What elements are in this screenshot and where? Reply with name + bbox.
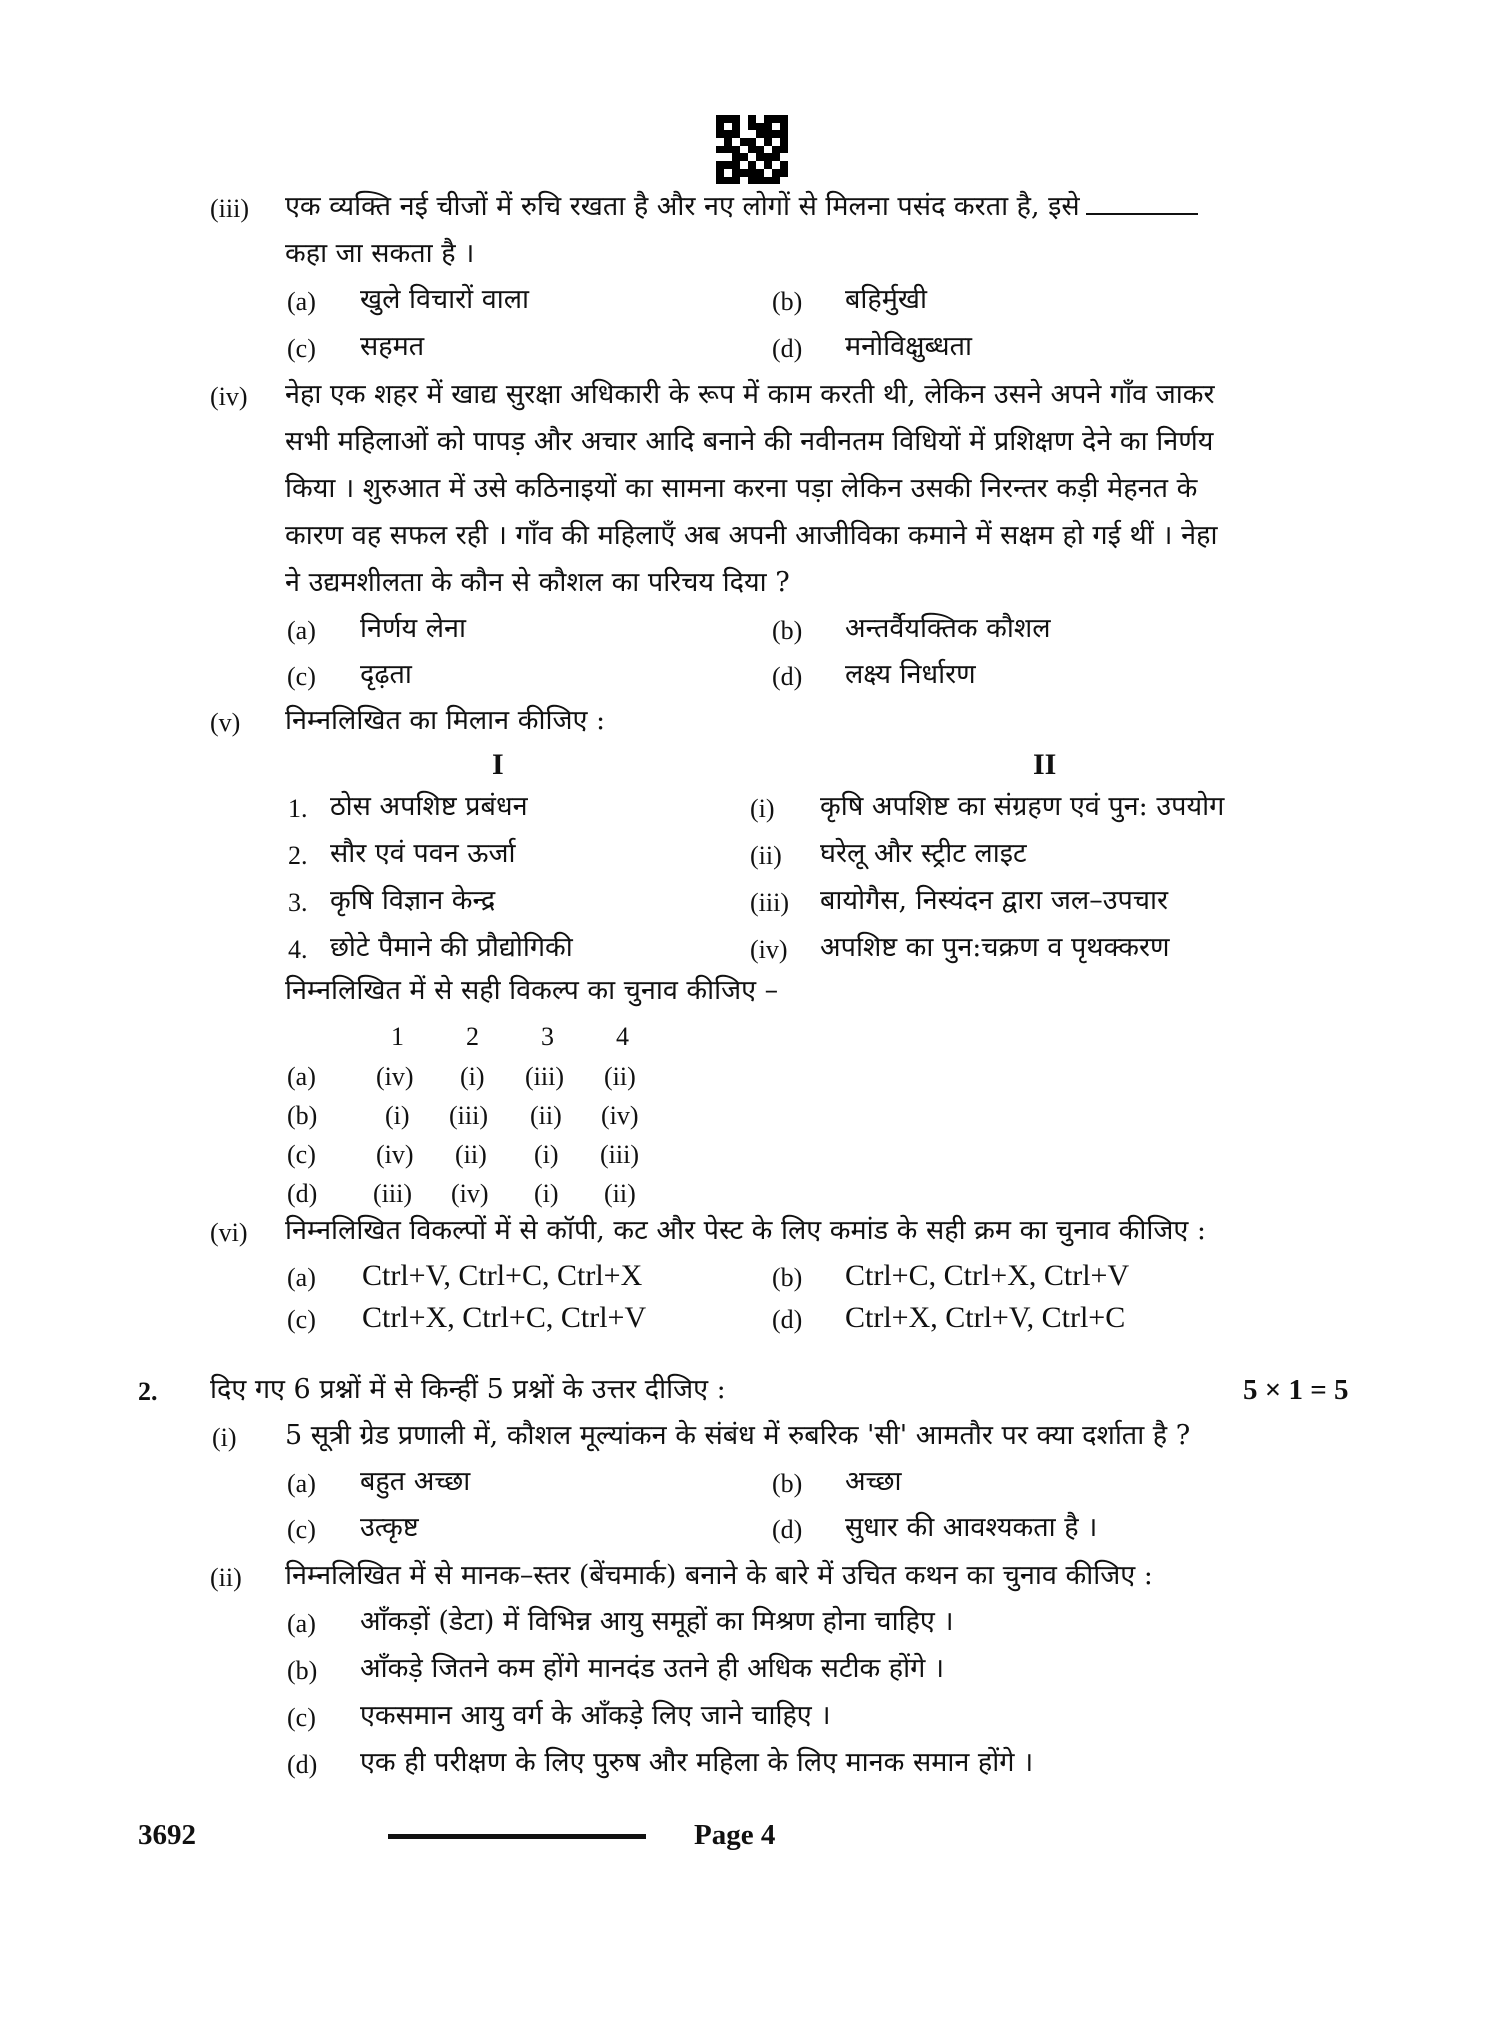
option-label: (d) [772, 334, 803, 363]
answer-cell: (iii) [600, 1140, 639, 1169]
question-text-line: ने उद्यमशीलता के कौन से कौशल का परिचय दिया ? [285, 567, 790, 598]
question-text: निम्नलिखित का मिलान कीजिए : [285, 705, 606, 736]
answer-cell: (iv) [601, 1101, 639, 1130]
question-text-line-2: कहा जा सकता है । [285, 238, 475, 269]
question-number: (iii) [210, 194, 249, 223]
answer-cell: (iii) [373, 1179, 412, 1208]
option-text: Ctrl+X, Ctrl+V, Ctrl+C [845, 1301, 1126, 1334]
answer-table-header: 4 [616, 1022, 629, 1051]
option-text: उत्कृष्ट [360, 1512, 419, 1543]
option-label: (d) [772, 662, 803, 691]
option-text: दृढ़ता [360, 659, 412, 690]
option-label: (a) [287, 1263, 316, 1292]
option-text: Ctrl+V, Ctrl+C, Ctrl+X [362, 1259, 643, 1292]
option-text: आँकड़ों (डेटा) में विभिन्न आयु समूहों का मिश्रण होना चाहिए । [360, 1606, 954, 1637]
option-text: एक ही परीक्षण के लिए पुरुष और महिला के लिए मानक समान होंगे । [360, 1747, 1034, 1778]
marks-label: 5 × 1 = 5 [1243, 1374, 1349, 1406]
answer-cell: (ii) [604, 1062, 636, 1091]
option-label: (c) [287, 334, 316, 363]
option-label: (a) [287, 616, 316, 645]
option-text: आँकड़े जितने कम होंगे मानदंड उतने ही अधिक सटीक होंगे । [360, 1653, 945, 1684]
column-ii-header: II [1033, 748, 1057, 781]
option-text: मनोविक्षुब्धता [845, 331, 972, 362]
option-label: (d) [772, 1305, 803, 1334]
question-text [285, 190, 1198, 224]
answer-cell: (iii) [449, 1101, 488, 1130]
question-number: (v) [210, 708, 241, 737]
match-item-number: 2. [288, 841, 308, 870]
option-text: अच्छा [845, 1466, 902, 1497]
option-text: सुधार की आवश्यकता है । [845, 1512, 1098, 1543]
match-item-text: ठोस अपशिष्ट प्रबंधन [330, 791, 528, 822]
option-text: एकसमान आयु वर्ग के आँकड़े लिए जाने चाहिए । [360, 1700, 831, 1731]
option-text: खुले विचारों वाला [360, 284, 530, 315]
option-label: (b) [772, 1263, 803, 1292]
question-number: 2. [138, 1377, 158, 1406]
footer-divider [388, 1834, 646, 1839]
question-text-line: नेहा एक शहर में खाद्य सुरक्षा अधिकारी के रूप में काम करती थी, लेकिन उसने अपने गाँव जाकर [285, 379, 1215, 410]
answer-row-label: (b) [287, 1101, 318, 1130]
answer-cell: (iv) [451, 1179, 489, 1208]
match-item-text: सौर एवं पवन ऊर्जा [330, 838, 516, 869]
question-text: निम्नलिखित में से मानक–स्तर (बेंचमार्क) बनाने के बारे में उचित कथन का चुनाव कीजिए : [285, 1560, 1153, 1591]
column-i-header: I [492, 748, 504, 781]
choose-instruction: निम्नलिखित में से सही विकल्प का चुनाव कीजिए – [285, 975, 779, 1006]
option-label: (b) [772, 616, 803, 645]
fill-in-blank [1086, 193, 1198, 215]
option-text: Ctrl+C, Ctrl+X, Ctrl+V [845, 1259, 1130, 1292]
question-text-line: किया । शुरुआत में उसे कठिनाइयों का सामना करना पड़ा लेकिन उसकी निरन्तर कड़ी मेहनत के [285, 473, 1198, 504]
answer-table-header: 3 [541, 1022, 554, 1051]
match-item-text: बायोगैस, निस्यंदन द्वारा जल–उपचार [820, 885, 1169, 916]
answer-cell: (iii) [525, 1062, 564, 1091]
option-label: (b) [772, 287, 803, 316]
option-text: लक्ष्य निर्धारण [845, 659, 976, 690]
option-label: (a) [287, 1469, 316, 1498]
match-item-number: 4. [288, 935, 308, 964]
answer-cell: (iv) [376, 1062, 414, 1091]
answer-cell: (i) [385, 1101, 410, 1130]
match-item-number: (ii) [750, 841, 782, 870]
question-number: (ii) [210, 1563, 242, 1592]
match-item-text: कृषि अपशिष्ट का संग्रहण एवं पुन: उपयोग [820, 791, 1225, 822]
question-number: (i) [212, 1423, 237, 1452]
option-label: (d) [287, 1750, 318, 1779]
match-item-number: 1. [288, 794, 308, 823]
answer-row-label: (d) [287, 1179, 318, 1208]
option-text: Ctrl+X, Ctrl+C, Ctrl+V [362, 1301, 647, 1334]
answer-row-label: (a) [287, 1062, 316, 1091]
option-label: (c) [287, 1305, 316, 1334]
match-item-text: छोटे पैमाने की प्रौद्योगिकी [330, 932, 573, 963]
question-text-line: सभी महिलाओं को पापड़ और अचार आदि बनाने की नवीनतम विधियों में प्रशिक्षण देने का निर्णय [285, 426, 1214, 457]
option-label: (c) [287, 662, 316, 691]
question-text-line: कारण वह सफल रही । गाँव की महिलाएँ अब अपनी आजीविका कमाने में सक्षम हो गई थीं । नेहा [285, 520, 1218, 551]
question-number: (iv) [210, 382, 248, 411]
option-text: निर्णय लेना [360, 613, 467, 644]
option-text: सहमत [360, 331, 425, 362]
match-item-number: (iii) [750, 888, 789, 917]
option-label: (b) [772, 1469, 803, 1498]
option-label: (c) [287, 1703, 316, 1732]
question-number: (vi) [210, 1218, 248, 1247]
match-item-number: (i) [750, 794, 775, 823]
option-text: बहुत अच्छा [360, 1466, 471, 1497]
paper-code: 3692 [138, 1819, 196, 1851]
qr-code-icon [716, 115, 788, 185]
option-label: (d) [772, 1515, 803, 1544]
question-text: 5 सूत्री ग्रेड प्रणाली में, कौशल मूल्यांकन के संबंध में रुबरिक 'सी' आमतौर पर क्या दर्शाता है ? [285, 1420, 1191, 1451]
option-text: अन्तर्वैयक्तिक कौशल [845, 613, 1051, 644]
option-label: (a) [287, 1609, 316, 1638]
match-item-text: कृषि विज्ञान केन्द्र [330, 885, 496, 916]
answer-cell: (ii) [604, 1179, 636, 1208]
answer-row-label: (c) [287, 1140, 316, 1169]
question-text: दिए गए 6 प्रश्नों में से किन्हीं 5 प्रश्नों के उत्तर दीजिए : [210, 1374, 726, 1405]
answer-cell: (ii) [530, 1101, 562, 1130]
answer-table-header: 1 [391, 1022, 404, 1051]
question-text-line-1: एक व्यक्ति नई चीजों में रुचि रखता है और नए लोगों से मिलना पसंद करता है, इसे [285, 191, 1080, 222]
option-text: बहिर्मुखी [845, 284, 927, 315]
answer-cell: (i) [460, 1062, 485, 1091]
answer-cell: (i) [534, 1179, 559, 1208]
match-item-number: (iv) [750, 935, 788, 964]
option-label: (b) [287, 1656, 318, 1685]
question-text: निम्नलिखित विकल्पों में से कॉपी, कट और पेस्ट के लिए कमांड के सही क्रम का चुनाव कीजिए : [285, 1215, 1207, 1246]
answer-cell: (ii) [455, 1140, 487, 1169]
answer-cell: (iv) [376, 1140, 414, 1169]
match-item-text: अपशिष्ट का पुन:चक्रण व पृथक्करण [820, 932, 1170, 963]
answer-cell: (i) [534, 1140, 559, 1169]
match-item-text: घरेलू और स्ट्रीट लाइट [820, 838, 1027, 869]
option-label: (a) [287, 287, 316, 316]
match-item-number: 3. [288, 888, 308, 917]
answer-table-header: 2 [466, 1022, 479, 1051]
page-number: Page 4 [694, 1819, 776, 1851]
option-label: (c) [287, 1515, 316, 1544]
